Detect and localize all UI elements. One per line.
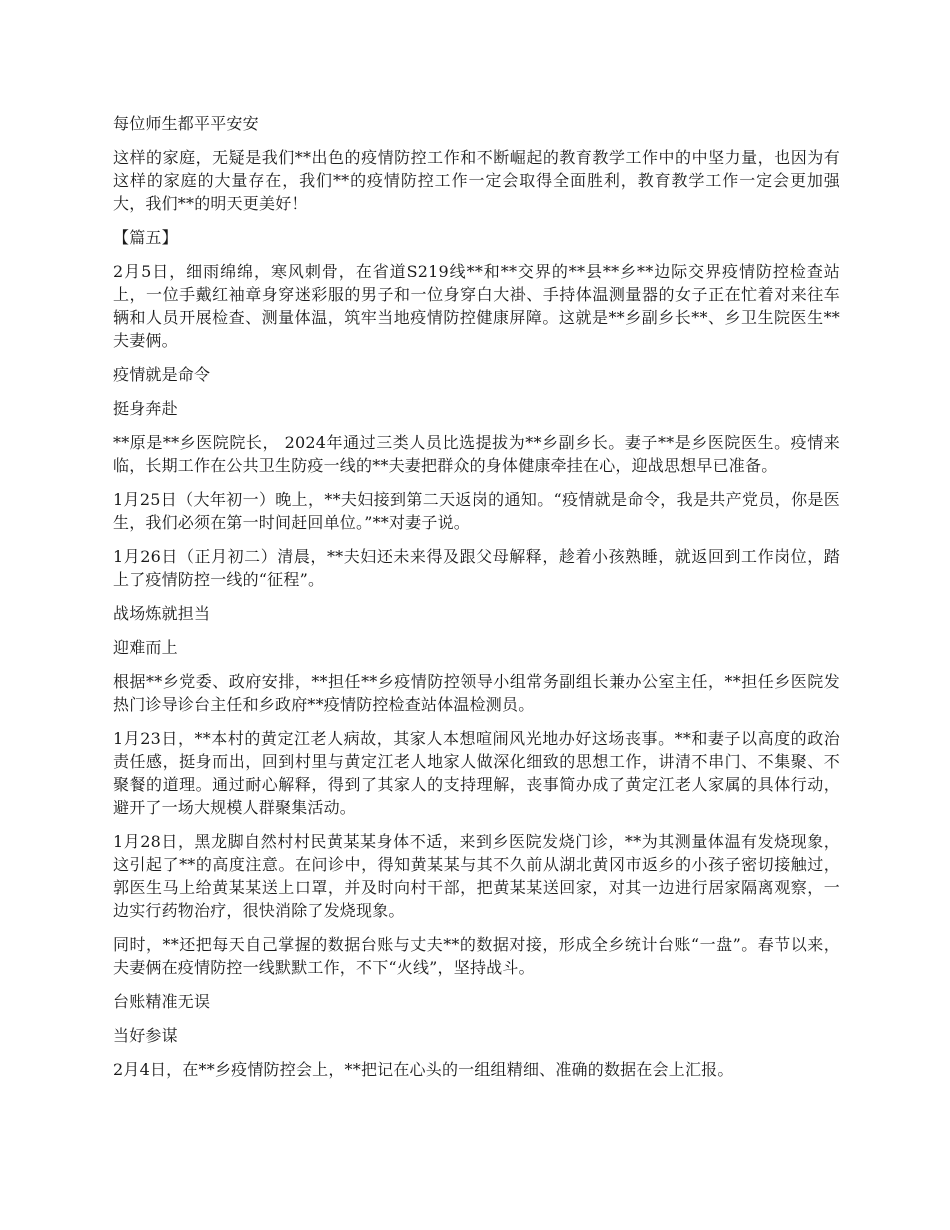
document-body xyxy=(113,112,840,1092)
paragraph-11: 2月4日，在**乡疫情防控会上，**把记在心头的一组组精细、准确的数据在会上汇报。 xyxy=(113,1060,734,1079)
subheading-1: 疫情就是命令 xyxy=(113,365,211,384)
subheading-3: 战场炼就担当 xyxy=(113,604,211,623)
paragraph-9: 1月28日，黑龙脚自然村村民黄某某身体不适，来到乡医院发烧门诊，**为其测量体温有发烧现象，这引起了**的高度注意。在问诊中，得知黄某某与其不久前从湖北黄冈市返乡的小孩子密切接触过，郭医生马上给黄某某送上口罩，并及时向村干部，把黄某某送回家，对其一边进行居家隔离观察，一边实行药物治疗，很快消除了发烧现象。 xyxy=(113,832,840,920)
paragraph-10: 同时，**还把每天自己掌握的数据台账与丈夫**的数据对接，形成全乡统计台账“一盘”。春节以来，夫妻俩在疫情防控一线默默工作，不下“火线”，坚持战斗。 xyxy=(113,935,840,977)
paragraph-4: **原是**乡医院院长， 2024年通过三类人员比选提拔为**乡副乡长。妻子**是乡医院医生。疫情来临，长期工作在公共卫生防疫一线的**夫妻把群众的身体健康牵挂在心，迎战思想早已准备。 xyxy=(113,433,840,475)
subheading-2: 挺身奔赴 xyxy=(113,399,178,418)
section-heading-5: 【篇五】 xyxy=(113,228,178,247)
subheading-5: 台账精准无误 xyxy=(113,992,211,1011)
paragraph-6: 1月26日（正月初二）清晨，**夫妇还未来得及跟父母解释，趁着小孩熟睡，就返回到工作岗位，踏上了疫情防控一线的“征程”。 xyxy=(113,547,840,589)
subheading-4: 迎难而上 xyxy=(113,638,178,657)
paragraph-8: 1月23日，**本村的黄定江老人病故，其家人本想喧闹风光地办好这场丧事。**和妻子以高度的政治责任感，挺身而出，回到村里与黄定江老人地家人做深化细致的思想工作，讲清不串门、不集聚、不聚餐的道理。通过耐心解释，得到了其家人的支持理解，丧事简办成了黄定江老人家属的具体行动，避开了一场大规模人群聚集活动。 xyxy=(113,729,840,817)
paragraph-7: 根据**乡党委、政府安排，**担任**乡疫情防控领导小组常务副组长兼办公室主任，**担任乡医院发热门诊导诊台主任和乡政府**疫情防控检查站体温检测员。 xyxy=(113,672,840,714)
paragraph-1: 每位师生都平平安安 xyxy=(113,114,259,133)
paragraph-3: 2月5日，细雨绵绵，寒风刺骨，在省道S219线**和**交界的**县**乡**边际交界疫情防控检查站上，一位手戴红袖章身穿迷彩服的男子和一位身穿白大褂、手持体温测量器的女子正在忙着对来往车辆和人员开展检查、测量体温，筑牢当地疫情防控健康屏障。这就是**乡副乡长**、乡卫生院医生**夫妻俩。 xyxy=(113,262,840,350)
paragraph-5: 1月25日（大年初一）晚上，**夫妇接到第二天返岗的通知。“疫情就是命令，我是共产党员，你是医生，我们必须在第一时间赶回单位。”**对妻子说。 xyxy=(113,490,840,532)
paragraph-2: 这样的家庭，无疑是我们**出色的疫情防控工作和不断崛起的教育教学工作中的中坚力量，也因为有这样的家庭的大量存在，我们**的疫情防控工作一定会取得全面胜利，教育教学工作一定会更加强大，我们**的明天更美好！ xyxy=(113,148,840,213)
subheading-6: 当好参谋 xyxy=(113,1026,178,1045)
